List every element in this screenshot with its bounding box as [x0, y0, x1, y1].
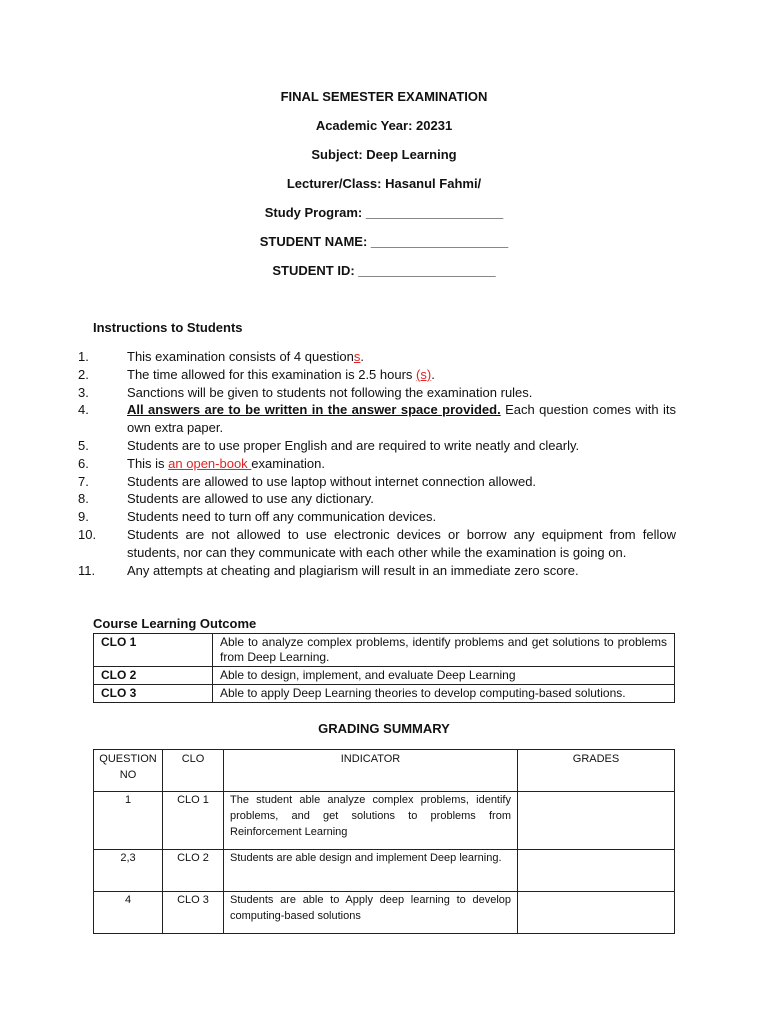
grading-heading: GRADING SUMMARY	[318, 721, 450, 736]
item-text: Students are allowed to use laptop without internet connection allowed.	[127, 473, 537, 489]
item-text-end: .	[431, 366, 435, 382]
table-row	[94, 850, 675, 892]
header-clo: CLO	[163, 750, 224, 792]
table-row	[94, 792, 675, 850]
list-item	[78, 384, 676, 402]
item-text-end: examination.	[251, 455, 326, 471]
item-number: 10.	[78, 526, 97, 542]
question-number: 4	[94, 892, 163, 934]
question-number: 1	[94, 792, 163, 850]
table-row	[94, 634, 675, 667]
grade-cell[interactable]	[518, 792, 675, 850]
list-item	[78, 473, 676, 491]
table-header-row	[94, 750, 675, 792]
item-text-end: .	[360, 349, 365, 364]
table-row	[94, 667, 675, 685]
student-id: STUDENT ID: ___________________	[272, 263, 496, 278]
list-item	[78, 401, 676, 437]
clo-description: Able to analyze complex problems, identify problems and get solutions to problems from Deep Learning.	[213, 634, 675, 667]
item-text: Students are not allowed to use electronic devices or borrow any equipment from fellow students, nor can they communicate with each other while the examination is going on.	[127, 526, 676, 560]
item-number: 4.	[78, 402, 89, 418]
academic-year: Academic Year: 20231	[315, 118, 453, 133]
list-item	[78, 348, 676, 366]
instructions-heading: Instructions to Students	[93, 320, 243, 335]
item-text: Students are allowed to use any dictionary.	[127, 491, 374, 507]
item-number: 2.	[78, 366, 89, 382]
student-name: STUDENT NAME: ___________________	[259, 234, 509, 249]
item-number: 7.	[78, 473, 89, 489]
list-item	[78, 455, 676, 473]
item-correction: an open-book	[168, 455, 252, 471]
study-program: Study Program: ___________________	[264, 205, 504, 220]
item-number: 8.	[78, 491, 89, 507]
item-text: This is	[127, 455, 169, 471]
clo-description: Able to apply Deep Learning theories to develop computing-based solutions.	[213, 685, 675, 703]
header-question: QUESTION NO	[94, 750, 163, 792]
clo-cell: CLO 2	[163, 850, 224, 892]
item-text: Students are to use proper English and are required to write neatly and clearly.	[127, 437, 580, 453]
clo-table	[93, 633, 675, 703]
list-item	[78, 508, 676, 526]
list-item	[78, 366, 676, 384]
lecturer: Lecturer/Class: Hasanul Fahmi/	[286, 176, 482, 191]
list-item	[78, 437, 676, 455]
header-indicator: INDICATOR	[224, 750, 518, 792]
list-item	[78, 526, 676, 562]
list-item	[78, 562, 676, 580]
item-number: 5.	[78, 437, 89, 453]
clo-code: CLO 2	[94, 667, 213, 685]
subject: Subject: Deep Learning	[311, 147, 457, 162]
clo-cell: CLO 3	[163, 892, 224, 934]
list-item	[78, 490, 676, 508]
item-emphasis: All answers are to be written in the answer space provided.	[127, 402, 501, 418]
indicator-cell: The student able analyze complex problems, identify problems, and get solutions to problems from Reinforcement Learning	[224, 792, 518, 850]
item-correction: (s)	[416, 366, 432, 382]
header-grades: GRADES	[518, 750, 675, 792]
item-text: Students need to turn off any communication devices.	[127, 509, 437, 525]
grade-cell[interactable]	[518, 850, 675, 892]
item-number: 3.	[78, 384, 89, 400]
exam-title: FINAL SEMESTER EXAMINATION	[280, 89, 488, 104]
indicator-cell: Students are able design and implement Deep learning.	[224, 850, 518, 892]
item-text: Sanctions will be given to students not following the examination rules.	[127, 384, 533, 400]
grading-table	[93, 749, 675, 934]
table-row	[94, 685, 675, 703]
item-text: Each question comes with its own extra paper.	[127, 402, 676, 436]
grade-cell[interactable]	[518, 892, 675, 934]
item-text: Any attempts at cheating and plagiarism will result in an immediate zero score.	[127, 562, 579, 578]
item-correction: s	[353, 349, 361, 364]
instructions-list	[78, 348, 676, 579]
item-text: The time allowed for this examination is 2.5 hours	[127, 366, 417, 382]
table-row	[94, 892, 675, 934]
clo-cell: CLO 1	[163, 792, 224, 850]
item-number: 1.	[78, 349, 89, 364]
item-number: 6.	[78, 455, 89, 471]
clo-description: Able to design, implement, and evaluate Deep Learning	[213, 667, 675, 685]
item-text: This examination consists of 4 question	[127, 349, 354, 364]
question-number: 2,3	[94, 850, 163, 892]
indicator-cell: Students are able to Apply deep learning to develop computing-based solutions	[224, 892, 518, 934]
item-number: 11.	[78, 562, 96, 578]
clo-code: CLO 1	[94, 634, 213, 667]
clo-heading: Course Learning Outcome	[93, 616, 257, 631]
clo-code: CLO 3	[94, 685, 213, 703]
item-number: 9.	[78, 509, 89, 525]
